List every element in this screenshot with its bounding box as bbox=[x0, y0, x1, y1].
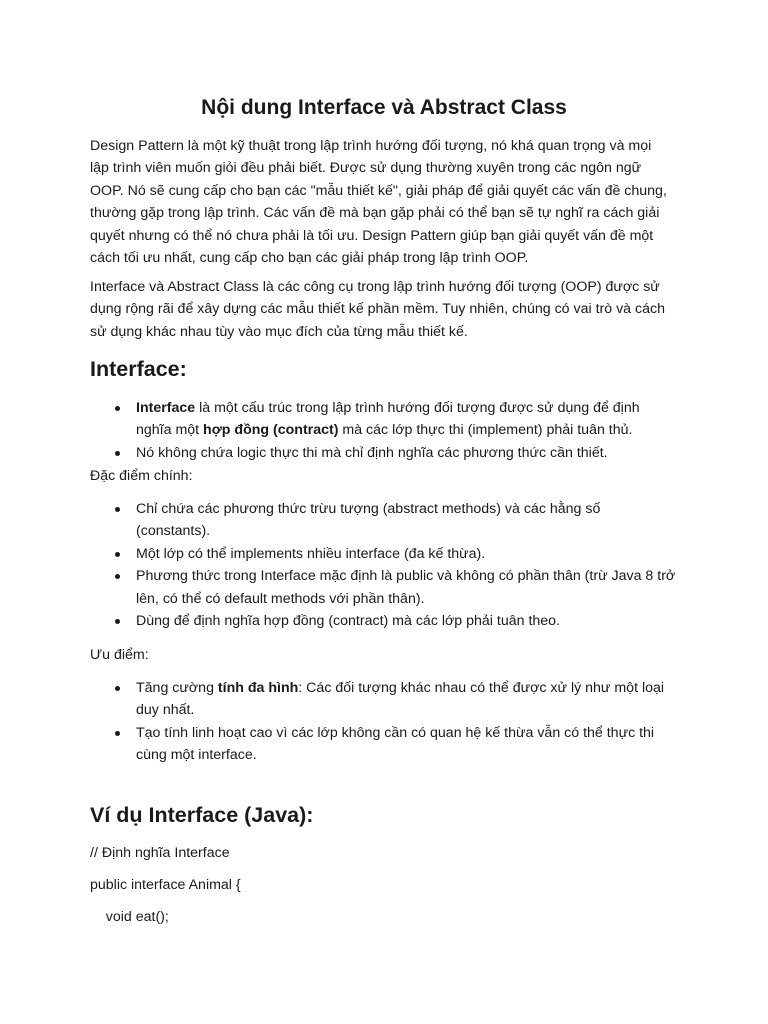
text-line: quyết nhưng có thể nó chưa phải là tối ưu. Design Pattern giúp bạn giải quyết vấn đề một bbox=[90, 227, 654, 244]
features-label: Đặc điểm chính: bbox=[90, 468, 193, 484]
interface-heading: Interface: bbox=[90, 357, 187, 381]
bullet-icon bbox=[115, 451, 120, 456]
list-item bbox=[90, 610, 690, 632]
text-span: mà các lớp thực thi (implement) phải tuân thủ. bbox=[338, 422, 633, 439]
text-line: Nó không chứa logic thực thi mà chỉ định nghĩa các phương thức cần thiết. bbox=[136, 444, 608, 461]
advantages-list bbox=[90, 677, 690, 767]
interface-definition-list bbox=[90, 397, 690, 464]
list-item bbox=[90, 498, 690, 543]
text-line: thường gặp trong lập trình. Các vấn đề mà bạn gặp phải có thể bạn sẽ tự nghĩ ra cách giải bbox=[90, 205, 660, 222]
text-span: nghĩa một bbox=[136, 422, 204, 439]
list-item bbox=[90, 677, 690, 722]
code-line: public interface Animal { bbox=[90, 877, 241, 893]
intro-paragraph-1 bbox=[90, 135, 690, 269]
text-line: Design Pattern là một kỹ thuật trong lập trình hướng đối tượng, nó khá quan trọng và mọi bbox=[90, 138, 652, 154]
bullet-icon bbox=[115, 686, 120, 691]
example-heading: Ví dụ Interface (Java): bbox=[90, 803, 314, 827]
bullet-icon bbox=[115, 731, 120, 736]
text-span: là một cấu trúc trong lập trình hướng đối tượng được sử dụng để định bbox=[195, 400, 640, 416]
text-line: (constants). bbox=[136, 523, 211, 540]
text-line: Interface và Abstract Class là các công cụ trong lập trình hướng đối tượng (OOP) được sử bbox=[90, 279, 660, 295]
advantages-label: Ưu điểm: bbox=[90, 647, 149, 663]
bullet-icon bbox=[115, 574, 120, 579]
text-line: Tạo tính linh hoạt cao vì các lớp không cần có quan hệ kế thừa vẫn có thể thực thi bbox=[136, 724, 655, 741]
code-line: void eat(); bbox=[90, 909, 169, 925]
bold-term: Interface bbox=[136, 400, 196, 416]
list-item bbox=[90, 543, 690, 565]
text-line: duy nhất. bbox=[136, 702, 195, 719]
bullet-icon bbox=[115, 552, 120, 557]
text-span: Tăng cường bbox=[136, 680, 218, 696]
text-line: Dùng để định nghĩa hợp đồng (contract) mà các lớp phải tuân theo. bbox=[136, 613, 561, 630]
bold-term: tính đa hình bbox=[217, 680, 299, 696]
text-line: cùng một interface. bbox=[136, 747, 257, 764]
text-line: OOP. Nó sẽ cung cấp cho bạn các "mẫu thiết kế", giải pháp để giải quyết các vấn đề chung, bbox=[90, 182, 667, 199]
text-line: sử dụng khác nhau tùy vào mục đích của từng mẫu thiết kế. bbox=[90, 323, 468, 340]
text-line: Một lớp có thể implements nhiều interface (đa kế thừa). bbox=[136, 545, 486, 562]
list-item bbox=[90, 722, 690, 767]
bullet-icon bbox=[115, 507, 120, 512]
intro-paragraph-2 bbox=[90, 276, 690, 343]
list-item bbox=[90, 397, 690, 442]
bullet-icon bbox=[115, 406, 120, 411]
bold-term: hợp đồng (contract) bbox=[203, 422, 339, 439]
bullet-icon bbox=[115, 619, 120, 624]
document-title: Nội dung Interface và Abstract Class bbox=[201, 96, 567, 119]
features-list bbox=[90, 498, 690, 632]
text-line: Phương thức trong Interface mặc định là public và không có phần thân (trừ Java 8 trở bbox=[136, 568, 676, 585]
list-item bbox=[90, 565, 690, 610]
code-line: // Định nghĩa Interface bbox=[90, 845, 230, 861]
text-span: : Các đối tượng khác nhau có thể được xử lý như một loại bbox=[298, 680, 665, 696]
text-line: lên, có thể có default methods với phần thân). bbox=[136, 590, 425, 607]
list-item bbox=[90, 442, 690, 464]
text-line: dụng rộng rãi để xây dựng các mẫu thiết kế phần mềm. Tuy nhiên, chúng có vai trò và cách bbox=[90, 301, 665, 318]
text-line: Chỉ chứa các phương thức trừu tượng (abstract methods) và các hằng số bbox=[136, 501, 601, 517]
text-line: cách tối ưu nhất, cung cấp cho bạn các giải pháp trong lập trình OOP. bbox=[90, 250, 529, 267]
text-line: lập trình viên muốn giỏi đều phải biết. Được sử dụng thường xuyên trong các ngôn ngữ bbox=[90, 160, 642, 177]
